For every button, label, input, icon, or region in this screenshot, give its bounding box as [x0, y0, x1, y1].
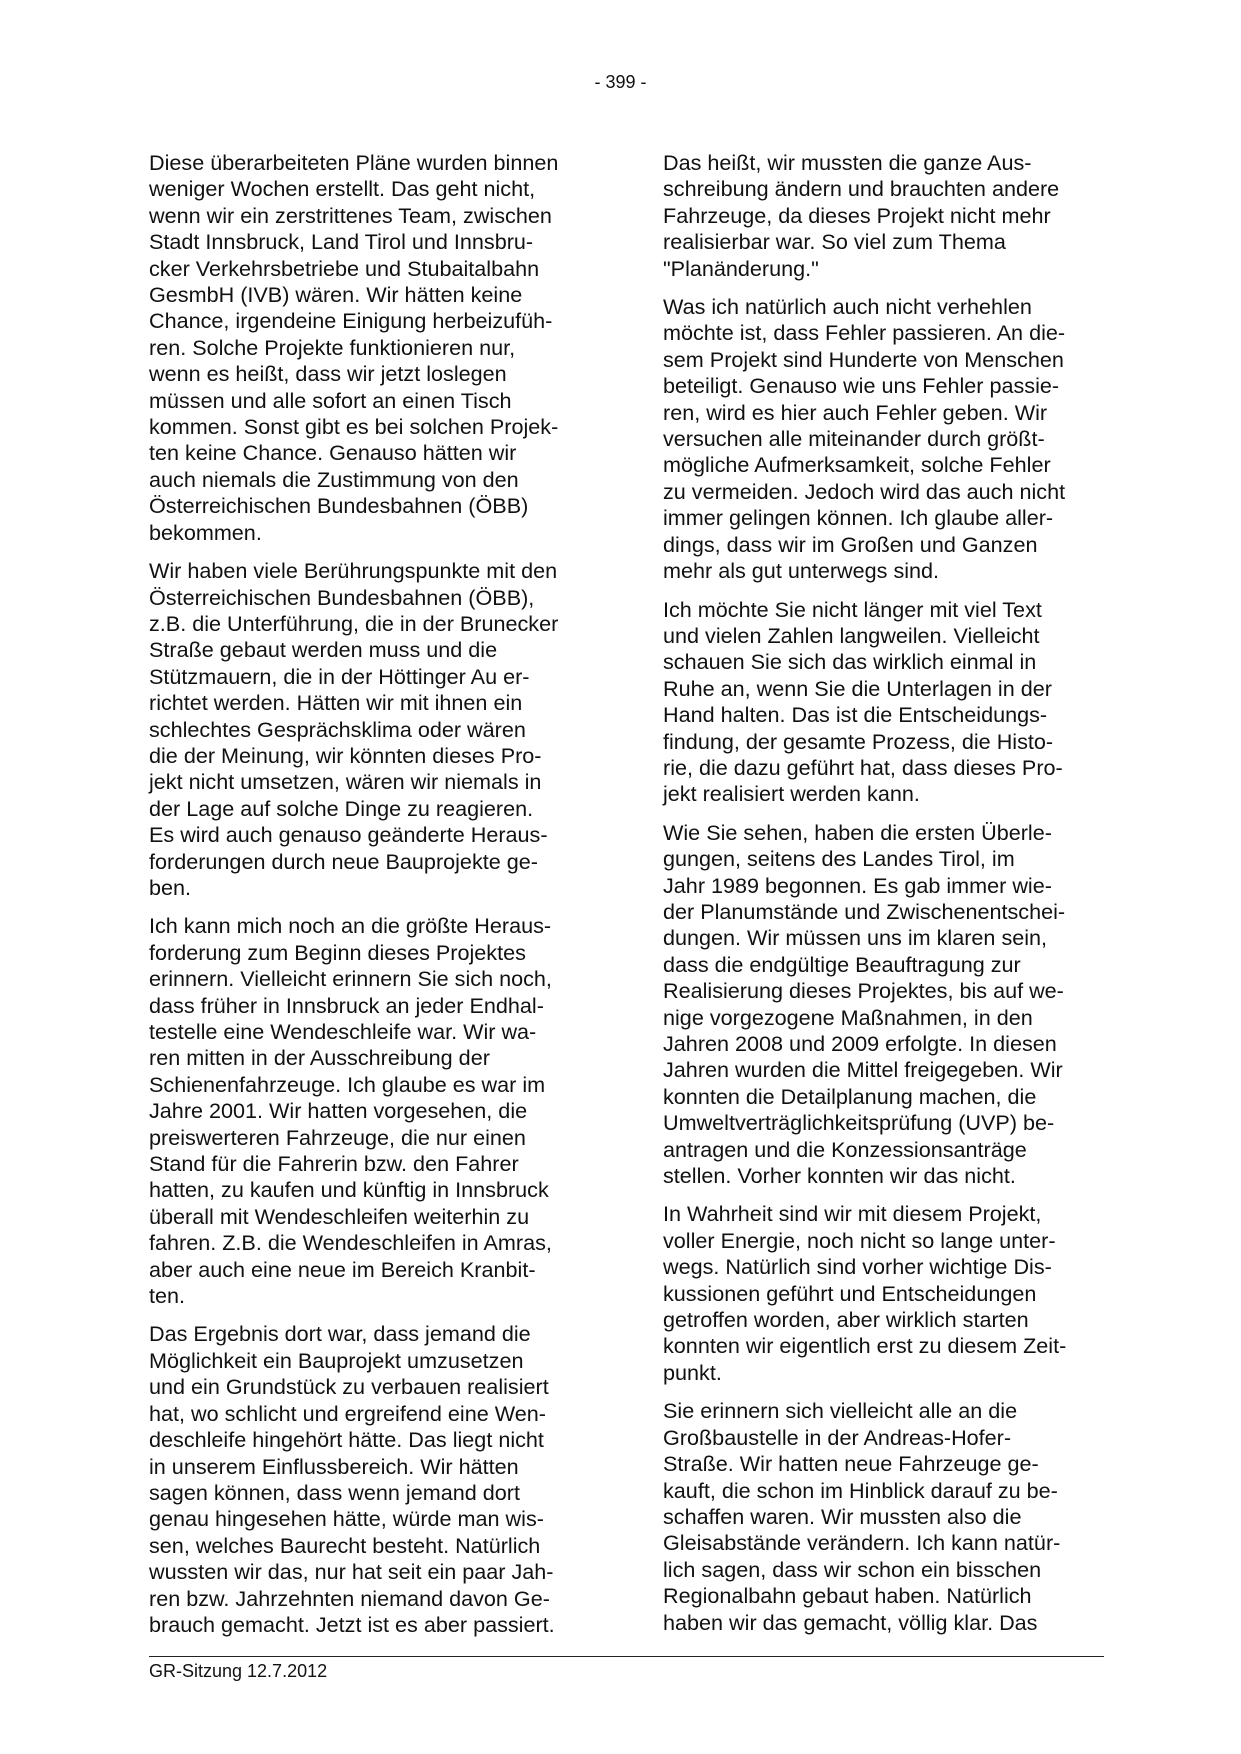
paragraph: Wie Sie sehen, haben die ersten Überle- gungen, seitens des Landes Tirol, im Jahr 1989 begonnen. Es gab immer wie- der Planumstände und Zwischenentschei- dungen. Wir müssen uns im klaren sein, dass die endgültige Beauftragung zur Realisierung dieses Projektes, bis auf we- nige vorgezogene Maßnahmen, in den Jahren 2008 und 2009 erfolgte. In diesen Jahren wurden die Mittel freigegeben. Wir konnten die Detailplanung machen, die Umweltverträglichkeitsprüfung (UVP) be- antragen und die Konzessionsanträge stellen. Vorher konnten wir das nicht.: [663, 819, 1066, 1189]
page-number: - 399 -: [594, 72, 647, 92]
paragraph: In Wahrheit sind wir mit diesem Projekt, voller Energie, noch nicht so lange unter- wegs. Natürlich sind vorher wichtige Dis- kussionen geführt und Entscheidungen getroffen worden, aber wirklich starten konnten wir eigentlich erst zu diesem Zeit- punkt.: [663, 1201, 1067, 1385]
paragraph: Ich möchte Sie nicht länger mit viel Text und vielen Zahlen langweilen. Vielleicht schauen Sie sich das wirklich einmal in Ruhe an, wenn Sie die Unterlagen in der Hand halten. Das ist die Entscheidungs- findung, der gesamte Prozess, die Histo- rie, die dazu geführt hat, dass dieses Pro- jekt realisiert werden kann.: [663, 596, 1063, 807]
paragraph: Sie erinnern sich vielleicht alle an die Großbaustelle in der Andreas-Hofer- Straße. Wir hatten neue Fahrzeuge ge- kauft, die schon im Hinblick darauf zu be- schaffen waren. Wir mussten also die Gleisabstände verändern. Ich kann natür- lich sagen, dass wir schon ein bisschen Regionalbahn gebaut haben. Natürlich haben wir das gemacht, völlig klar. Das: [663, 1398, 1061, 1635]
footer-divider: [149, 1656, 1104, 1657]
footer-session-label: GR-Sitzung 12.7.2012: [149, 1661, 328, 1681]
paragraph: Das Ergebnis dort war, dass jemand die Möglichkeit ein Bauprojekt umzusetzen und ein Grundstück zu verbauen realisiert hat, wo schlicht und ergreifend eine Wen- deschleife hingehört hätte. Das liegt nicht in unserem Einflussbereich. Wir hätten sagen können, dass wenn jemand dort genau hingesehen hätte, würde man wis- sen, welches Baurecht besteht. Natürlich wussten wir das, nur hat seit ein paar Jah- ren bzw. Jahrzehnten niemand davon Ge- brauch gemacht. Jetzt ist es aber passiert.: [149, 1321, 555, 1637]
right-column: [663, 150, 1098, 1648]
paragraph: Wir haben viele Berührungspunkte mit den Österreichischen Bundesbahnen (ÖBB), z.B. die Unterführung, die in der Brunecker Straße gebaut werden muss und die Stützmauern, die in der Höttinger Au er- richtet werden. Hätten wir mit ihnen ein schlechtes Gesprächsklima oder wären die der Meinung, wir könnten dieses Pro- jekt nicht umsetzen, wären wir niemals in der Lage auf solche Dinge zu reagieren. Es wird auch genauso geänderte Heraus- forderungen durch neue Bauprojekte ge- ben.: [149, 558, 559, 900]
left-column: [149, 150, 589, 1650]
paragraph: Diese überarbeiteten Pläne wurden binnen weniger Wochen erstellt. Das geht nicht, wenn wir ein zerstrittenes Team, zwischen Stadt Innsbruck, Land Tirol und Innsbru- cker Verkehrsbetriebe und Stubaitalbahn GesmbH (IVB) wären. Wir hätten keine Chance, irgendeine Einigung herbeizufüh- ren. Solche Projekte funktionieren nur, wenn es heißt, dass wir jetzt loslegen müssen und alle sofort an einen Tisch kommen. Sonst gibt es bei solchen Projek- ten keine Chance. Genauso hätten wir auch niemals die Zustimmung von den Österreichischen Bundesbahnen (ÖBB) bekommen.: [149, 150, 559, 545]
paragraph: Was ich natürlich auch nicht verhehlen möchte ist, dass Fehler passieren. An die- sem Projekt sind Hunderte von Menschen beteiligt. Genauso wie uns Fehler passie- ren, wird es hier auch Fehler geben. Wir versuchen alle miteinander durch größt- mögliche Aufmerksamkeit, solche Fehler zu vermeiden. Jedoch wird das auch nicht immer gelingen können. Ich glaube aller- dings, dass wir im Großen und Ganzen mehr als gut unterwegs sind.: [663, 294, 1066, 584]
paragraph: Ich kann mich noch an die größte Heraus- forderung zum Beginn dieses Projektes erinnern. Vielleicht erinnern Sie sich noch, dass früher in Innsbruck an jeder Endhal- testelle eine Wendeschleife war. Wir wa- ren mitten in der Ausschreibung der Schienenfahrzeuge. Ich glaube es war im Jahre 2001. Wir hatten vorgesehen, die preiswerteren Fahrzeuge, die nur einen Stand für die Fahrerin bzw. den Fahrer hatten, zu kaufen und künftig in Innsbruck überall mit Wendeschleifen weiterhin zu fahren. Z.B. die Wendeschleifen in Amras, aber auch eine neue im Bereich Kranbit- ten.: [149, 913, 552, 1309]
paragraph: Das heißt, wir mussten die ganze Aus- schreibung ändern und brauchten andere Fahrzeuge, da dieses Projekt nicht mehr realisierbar war. So viel zum Thema "Planänderung.": [663, 150, 1060, 281]
